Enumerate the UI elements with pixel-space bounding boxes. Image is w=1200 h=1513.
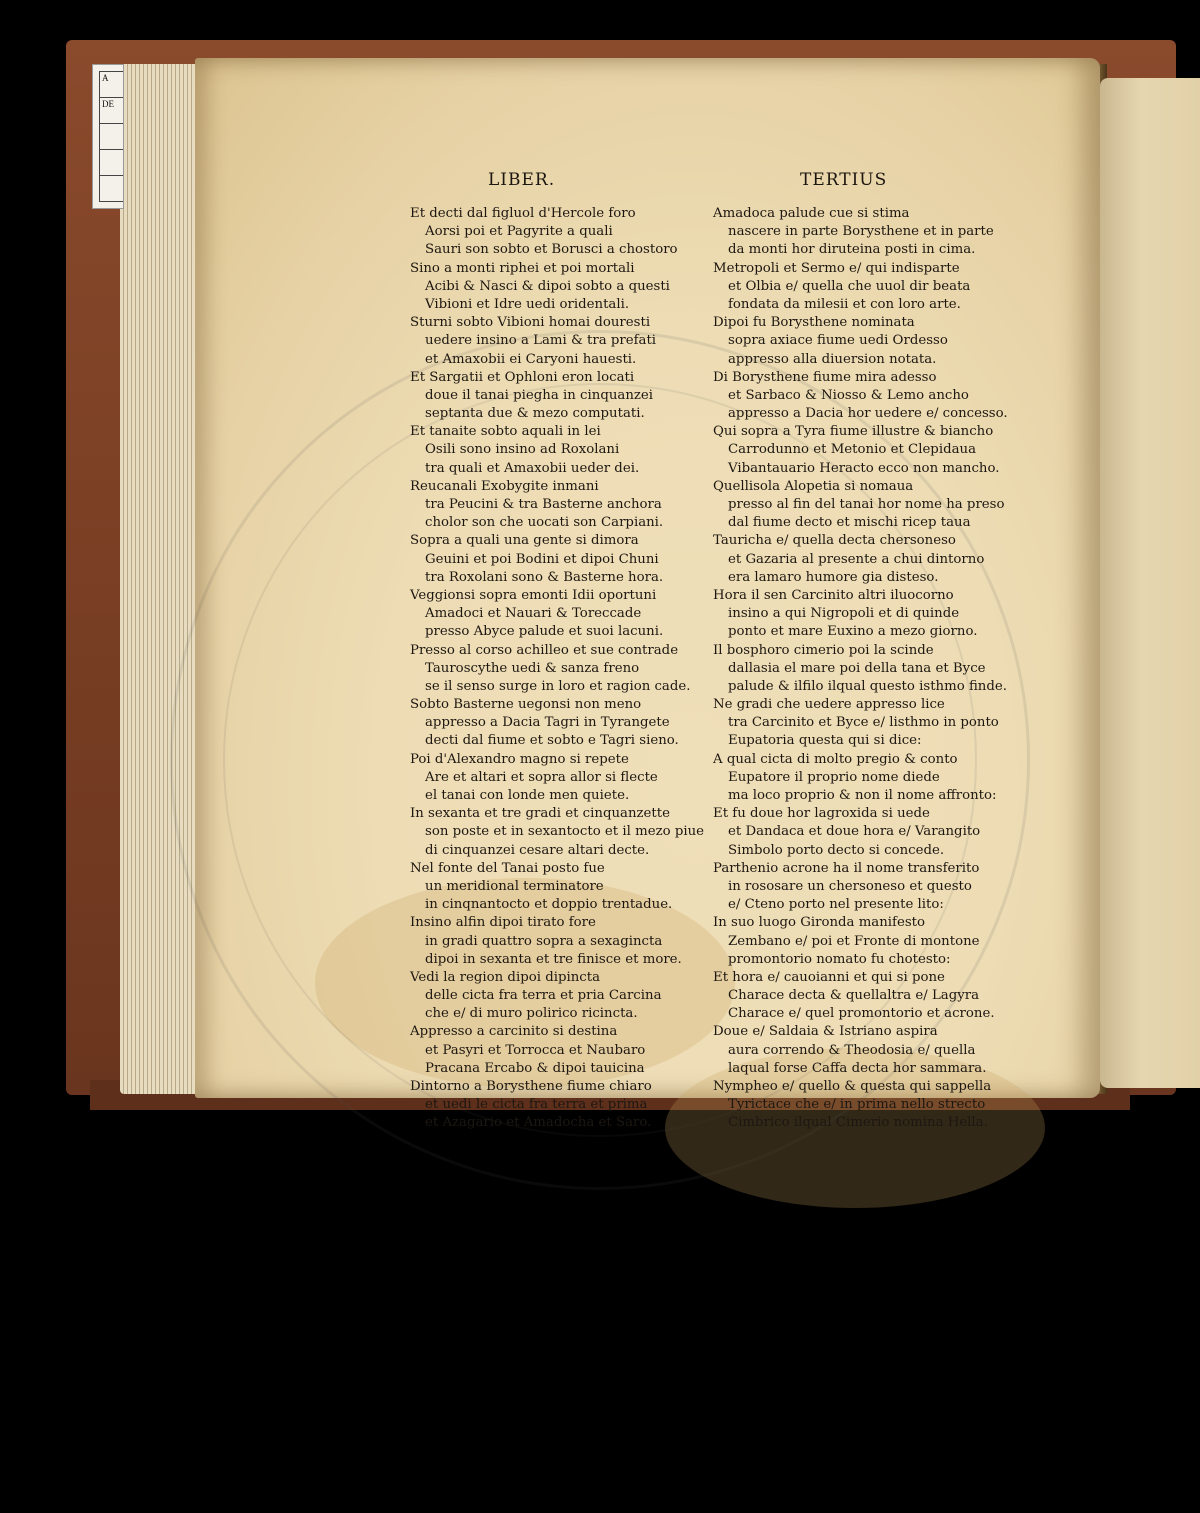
opposite-page (1100, 78, 1200, 1088)
verse-line: Sauri son sobto et Borusci a chostoro (425, 242, 678, 258)
verse-line: tra Roxolani sono & Basterne hora. (425, 569, 664, 585)
verse-line: Vibioni et Idre uedi oridentali. (425, 296, 630, 312)
verse-line: se il senso surge in loro et ragion cade. (425, 678, 691, 694)
verse-line: Osili sono insino ad Roxolani (425, 442, 620, 458)
verse-line: Doue e/ Saldaia & Istriano aspira (713, 1024, 938, 1040)
verse-line: nascere in parte Borysthene et in parte (728, 224, 994, 240)
verse-line: Zembano e/ poi et Fronte di montone (728, 933, 980, 949)
verse-line: Presso al corso achilleo et sue contrade (410, 642, 679, 658)
page-edges (120, 64, 205, 1094)
verse-line: appresso a Dacia hor uedere e/ concesso. (728, 406, 1008, 422)
verse-line: Acibi & Nasci & dipoi sobto a questi (425, 278, 670, 294)
verse-line: Nympheo e/ quello & questa qui sappella (713, 1079, 992, 1094)
verse-line: Nel fonte del Tanai posto fue (410, 860, 605, 876)
verse-line: decti dal fiume et sobto e Tagri sieno. (425, 733, 679, 749)
verse-line: et Olbia e/ quella che uuol dir beata (728, 278, 971, 294)
verse-line: promontorio nomato fu chotesto: (728, 951, 951, 967)
verse-line: dallasia el mare poi della tana et Byce (728, 660, 986, 676)
verse-line: Appresso a carcinito si destina (410, 1024, 618, 1040)
verse-line: Tyrictace che e/ in prima nello strecto (728, 1097, 986, 1113)
verse-line: presso al fin del tanai hor nome ha preso (728, 497, 1005, 512)
verse-line: Pracana Ercabo & dipoi tauicina (425, 1060, 645, 1076)
verse-line: Vedi la region dipoi dipincta (410, 969, 601, 985)
verse-line: Aorsi poi et Pagyrite a quali (425, 224, 613, 240)
verse-line: Ne gradi che uedere appresso lice (713, 697, 945, 713)
verse-line: dal fiume decto et mischi ricep taua (728, 515, 971, 531)
verse-line: Di Borysthene fiume mira adesso (713, 369, 937, 385)
verse-line: che e/ di muro polirico ricincta. (425, 1006, 638, 1022)
verse-line: Eupatore il proprio nome diede (728, 769, 940, 785)
verse-line: delle cicta fra terra et pria Carcina (425, 988, 662, 1004)
verse-line: et Amaxobii ei Caryoni hauesti. (425, 351, 637, 367)
verse-line: appresso a Dacia Tagri in Tyrangete (425, 715, 670, 731)
verse-line: un meridional terminatore (425, 878, 604, 894)
verse-line: Veggionsi sopra emonti Idii oportuni (410, 587, 657, 603)
verse-line: el tanai con londe men quiete. (425, 788, 630, 803)
verse-line: era lamaro humore gia disteso. (728, 569, 939, 585)
label-cell (100, 150, 124, 176)
verse-line: palude & ilfilo ilqual questo isthmo finde. (728, 678, 1007, 694)
verse-line: Are et altari et sopra allor si flecte (425, 769, 658, 785)
verse-line: A qual cicta di molto pregio & conto (713, 751, 958, 767)
right-text-column (713, 205, 1008, 1133)
verse-line: Reucanali Exobygite inmani (410, 478, 599, 494)
verse-line: et Dandaca et doue hora e/ Varangito (728, 824, 981, 840)
verse-line: Charace e/ quel promontorio et acrone. (728, 1006, 995, 1022)
label-cell (100, 176, 124, 202)
verse-line: uedere insino a Lami & tra prefati (425, 333, 657, 349)
verse-line: et Sarbaco & Niosso & Lemo ancho (728, 387, 969, 403)
verse-line: Tauroscythe uedi & sanza freno (425, 660, 640, 676)
verse-line: Quellisola Alopetia si nomaua (713, 478, 914, 494)
verse-line: Et decti dal figluol d'Hercole foro (410, 206, 636, 221)
label-cell: A (100, 72, 124, 98)
verse-line: et Pasyri et Torrocca et Naubaro (425, 1042, 646, 1058)
verse-line: Charace decta & quellaltra e/ Lagyra (728, 988, 980, 1004)
verse-line: da monti hor diruteina posti in cima. (728, 242, 976, 258)
verse-line: Hora il sen Carcinito altri iluocorno (713, 587, 954, 603)
verse-line: Poi d'Alexandro magno si repete (410, 751, 629, 767)
verse-line: tra quali et Amaxobii ueder dei. (425, 460, 640, 476)
verse-line: appresso alla diuersion notata. (728, 351, 937, 367)
verse-line: doue il tanai piegha in cinquanzei (425, 387, 654, 403)
verse-line: sopra axiace fiume uedi Ordesso (728, 333, 948, 349)
verse-line: in rososare un chersoneso et questo (728, 878, 972, 894)
verse-line: Dipoi fu Borysthene nominata (713, 315, 915, 331)
verse-line: cholor son che uocati son Carpiani. (425, 515, 664, 531)
verse-line: Tauricha e/ quella decta chersoneso (713, 533, 956, 549)
running-head-left: LIBER. (488, 170, 556, 190)
verse-line: Metropoli et Sermo e/ qui indisparte (713, 260, 960, 276)
verse-line: in gradi quattro sopra a sexagincta (425, 933, 663, 949)
verse-line: dipoi in sexanta et tre finisce et more. (425, 951, 682, 967)
verse-line: Vibantauario Heracto ecco non mancho. (728, 460, 1000, 476)
verse-line: fondata da milesii et con loro arte. (728, 296, 961, 312)
verse-line: Et hora e/ cauoianni et qui si pone (713, 969, 945, 985)
verse-line: Sturni sobto Vibioni homai douresti (410, 315, 651, 331)
verse-line: Amadoci et Nauari & Toreccade (425, 606, 642, 622)
verse-line: tra Carcinito et Byce e/ listhmo in ponto (728, 715, 999, 731)
verse-line: in cinqnantocto et doppio trentadue. (425, 897, 673, 913)
verse-line: Insino alfin dipoi tirato fore (410, 915, 596, 931)
verse-line: Sino a monti riphei et poi mortali (410, 260, 635, 276)
verse-line: tra Peucini & tra Basterne anchora (425, 497, 662, 512)
verse-line: laqual forse Caffa decta hor sammara. (728, 1060, 987, 1076)
label-cell (100, 124, 124, 150)
verse-line: son poste et in sexantocto et il mezo piue (425, 824, 705, 840)
verse-line: Et Sargatii et Ophloni eron locati (410, 369, 635, 385)
verse-line: Parthenio acrone ha il nome transferito (713, 860, 980, 876)
verse-line: Carrodunno et Metonio et Clepidaua (728, 442, 977, 458)
label-grid (99, 71, 124, 202)
verse-line: presso Abyce palude et suoi lacuni. (425, 624, 664, 640)
verse-line: ma loco proprio & non il nome affronto: (728, 788, 997, 803)
library-label (92, 64, 124, 209)
verse-line: Sobto Basterne uegonsi non meno (410, 697, 642, 713)
verse-line: di cinquanzei cesare altari decte. (425, 842, 650, 858)
verse-line: septanta due & mezo computati. (425, 406, 645, 422)
verse-line: In sexanta et tre gradi et cinquanzette (410, 806, 670, 822)
verse-line: Et tanaite sobto aquali in lei (410, 424, 601, 440)
verse-line: insino a qui Nigropoli et di quinde (728, 606, 960, 622)
verse-line: et uedi le cicta fra terra et prima (425, 1097, 648, 1113)
verse-line: e/ Cteno porto nel presente lito: (728, 897, 944, 913)
verse-line: Et fu doue hor lagroxida si uede (713, 806, 930, 822)
running-head-right: TERTIUS (800, 170, 888, 190)
verse-line: et Gazaria al presente a chui dintorno (728, 551, 985, 567)
verse-line: Sopra a quali una gente si dimora (410, 533, 639, 549)
verse-line: In suo luogo Gironda manifesto (713, 915, 926, 931)
verse-line: aura correndo & Theodosia e/ quella (728, 1042, 976, 1058)
verse-line: Eupatoria questa qui si dice: (728, 733, 922, 749)
verse-line: Dintorno a Borysthene fiume chiaro (410, 1079, 652, 1094)
verse-line: Qui sopra a Tyra fiume illustre & biancho (713, 424, 994, 440)
verse-line: ponto et mare Euxino a mezo giorno. (728, 624, 978, 640)
verse-line: Il bosphoro cimerio poi la scinde (713, 642, 934, 658)
verse-line: et Azagario et Amadocha et Saro. (425, 1115, 652, 1131)
verse-line: Cimbrico ilqual Cimerio nomina Hella. (728, 1115, 988, 1131)
verse-line: Amadoca palude cue si stima (713, 206, 910, 221)
verse-line: Geuini et poi Bodini et dipoi Chuni (425, 551, 659, 567)
label-cell: DE (100, 98, 124, 124)
left-text-column (410, 205, 704, 1133)
verse-line: Simbolo porto decto si concede. (728, 842, 945, 858)
